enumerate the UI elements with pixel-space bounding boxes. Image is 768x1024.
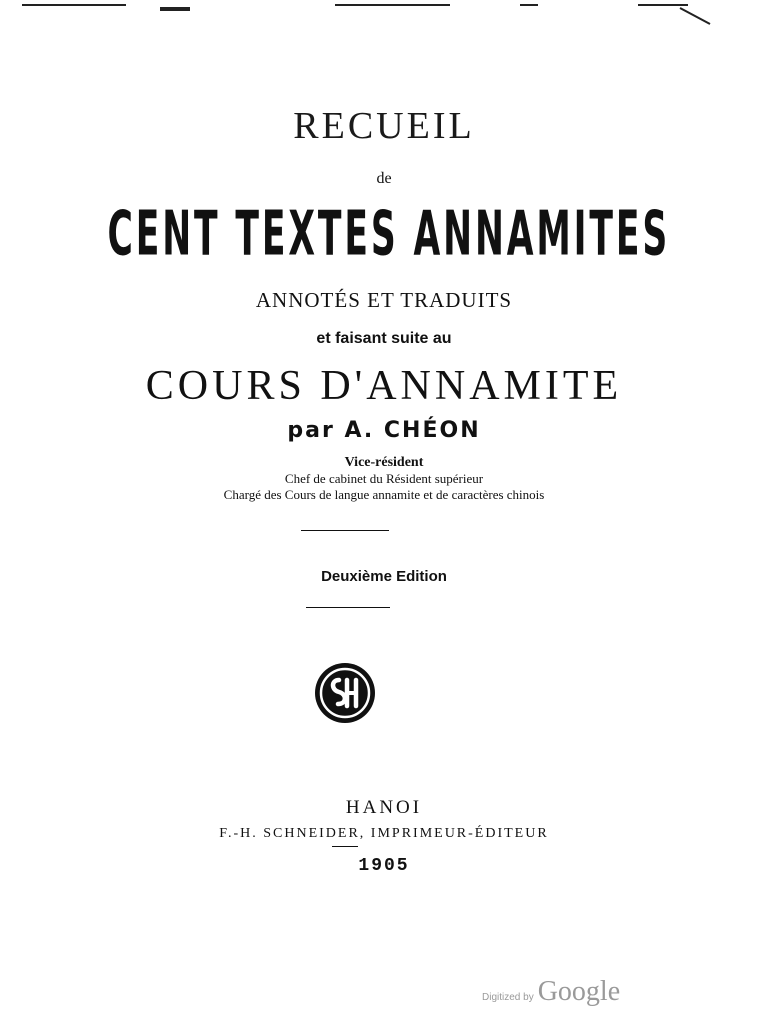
scan-artifact: [520, 4, 538, 6]
divider: [332, 846, 358, 847]
title-recueil: RECUEIL: [293, 105, 475, 147]
author-role: Chef de cabinet du Résident supérieur: [284, 471, 484, 486]
watermark-brand: Google: [537, 976, 621, 1007]
digitized-watermark: [482, 976, 620, 1008]
title-de: de: [376, 170, 392, 187]
edition-label: Deuxième Edition: [321, 568, 447, 585]
publisher-seal-icon: [314, 662, 376, 724]
author-role: Vice-résident: [344, 455, 424, 470]
scan-artifact: [678, 6, 712, 26]
author-name: par A. CHÉON: [287, 418, 481, 443]
watermark-prefix: Digitized by: [482, 992, 534, 1003]
scan-artifact: [335, 4, 450, 6]
course-title: COURS D'ANNAMITE: [145, 363, 623, 409]
divider: [301, 530, 389, 531]
scan-artifact: [22, 4, 126, 6]
main-title: CENT TEXTES ANNAMITES: [107, 198, 671, 270]
scan-artifact: [160, 7, 190, 11]
author-role: Chargé des Cours de langue annamite et de caractères chinois: [223, 487, 545, 502]
subtitle: ANNOTÉS ET TRADUITS: [255, 288, 513, 312]
subtitle-continuation: et faisant suite au: [316, 330, 452, 347]
publication-year: 1905: [358, 856, 410, 876]
publisher: F.-H. SCHNEIDER, IMPRIMEUR-ÉDITEUR: [219, 826, 549, 841]
publication-place: HANOI: [345, 797, 423, 818]
divider: [306, 607, 390, 608]
